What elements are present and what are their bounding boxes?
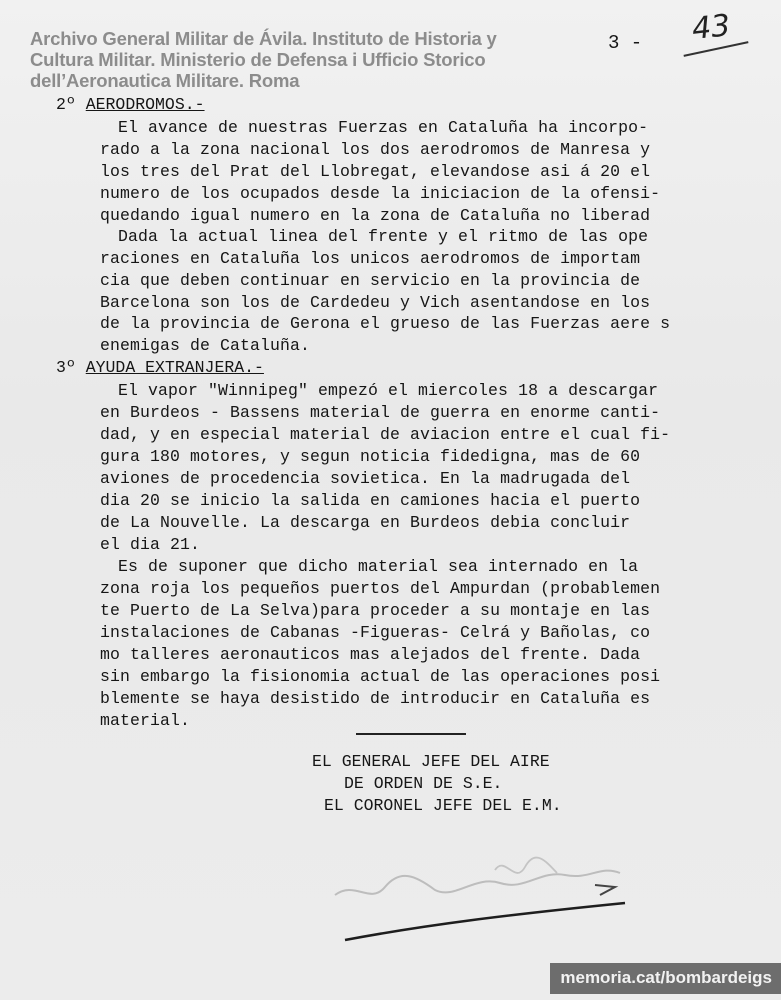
archive-watermark (30, 28, 630, 91)
text-line: de la provincia de Gerona el grueso de las Fuerzas aere s (100, 314, 671, 333)
text-line: dad, y en especial material de aviacion entre el cual fi- (100, 425, 671, 444)
text-line: te Puerto de La Selva)para proceder a su montaje en las (100, 601, 651, 620)
section-heading (56, 358, 264, 377)
text-line: sin embargo la fisionomia actual de las operaciones posi (100, 667, 661, 686)
text-line: Es de suponer que dicho material sea internado en la (118, 557, 639, 576)
section-number: 3º (56, 358, 76, 377)
source-footer: memoria.cat/bombardeigs (550, 963, 781, 994)
signature-line: EL CORONEL JEFE DEL E.M. (324, 796, 562, 815)
text-line: material. (100, 711, 191, 730)
text-line: zona roja los pequeños puertos del Ampurdan (probablemen (100, 579, 661, 598)
watermark-line: Cultura Militar. Ministerio de Defensa i Ufficio Storico (30, 49, 486, 70)
text-line: en Burdeos - Bassens material de guerra en enorme canti- (100, 403, 661, 422)
text-line: enemigas de Cataluña. (100, 336, 311, 355)
text-line: el dia 21. (100, 535, 201, 554)
section-heading (56, 95, 205, 114)
text-line: Dada la actual linea del frente y el ritmo de las ope (118, 227, 649, 246)
section-title: AERODROMOS.- (85, 95, 205, 114)
text-line: de La Nouvelle. La descarga en Burdeos debia concluir (100, 513, 631, 532)
page-number: 3 - (608, 32, 643, 54)
watermark-line: Archivo General Militar de Ávila. Instituto de Historia y (30, 28, 497, 49)
text-line: instalaciones de Cabanas -Figueras- Celrá y Bañolas, co (100, 623, 651, 642)
text-line: rado a la zona nacional los dos aerodromos de Manresa y (100, 140, 651, 159)
signature-line: DE ORDEN DE S.E. (344, 774, 503, 793)
text-line: blemente se haya desistido de introducir en Cataluña es (100, 689, 651, 708)
text-line: los tres del Prat del Llobregat, elevandose asi á 20 el (100, 162, 651, 181)
text-line: dia 20 se inicio la salida en camiones hacia el puerto (100, 491, 641, 510)
signature-line: EL GENERAL JEFE DEL AIRE (312, 752, 550, 771)
text-line: cia que deben continuar en servicio en la provincia de (100, 271, 641, 290)
text-line: raciones en Cataluña los unicos aerodromos de importam (100, 249, 641, 268)
watermark-line: dell’Aeronautica Militare. Roma (30, 70, 300, 91)
text-line: gura 180 motores, y segun noticia fidedigna, mas de 60 (100, 447, 641, 466)
text-line: aviones de procedencia sovietica. En la madrugada del (100, 469, 631, 488)
text-line: El avance de nuestras Fuerzas en Cataluña ha incorpo- (118, 118, 649, 137)
text-line: numero de los ocupados desde la iniciacion de la ofensi- (100, 184, 661, 203)
section-number: 2º (56, 95, 76, 114)
section-title: AYUDA EXTRANJERA.- (85, 358, 264, 377)
handwritten-signature (325, 845, 635, 945)
text-line: quedando igual numero en la zona de Cataluña no liberad (100, 206, 651, 225)
text-line: mo talleres aeronauticos mas alejados del frente. Dada (100, 645, 641, 664)
text-line: El vapor "Winnipeg" empezó el miercoles 18 a descargar (118, 381, 659, 400)
handwritten-folio-number: 43 (690, 8, 732, 47)
signature-separator (356, 733, 466, 735)
text-line: Barcelona son los de Cardedeu y Vich asentandose en los (100, 293, 651, 312)
